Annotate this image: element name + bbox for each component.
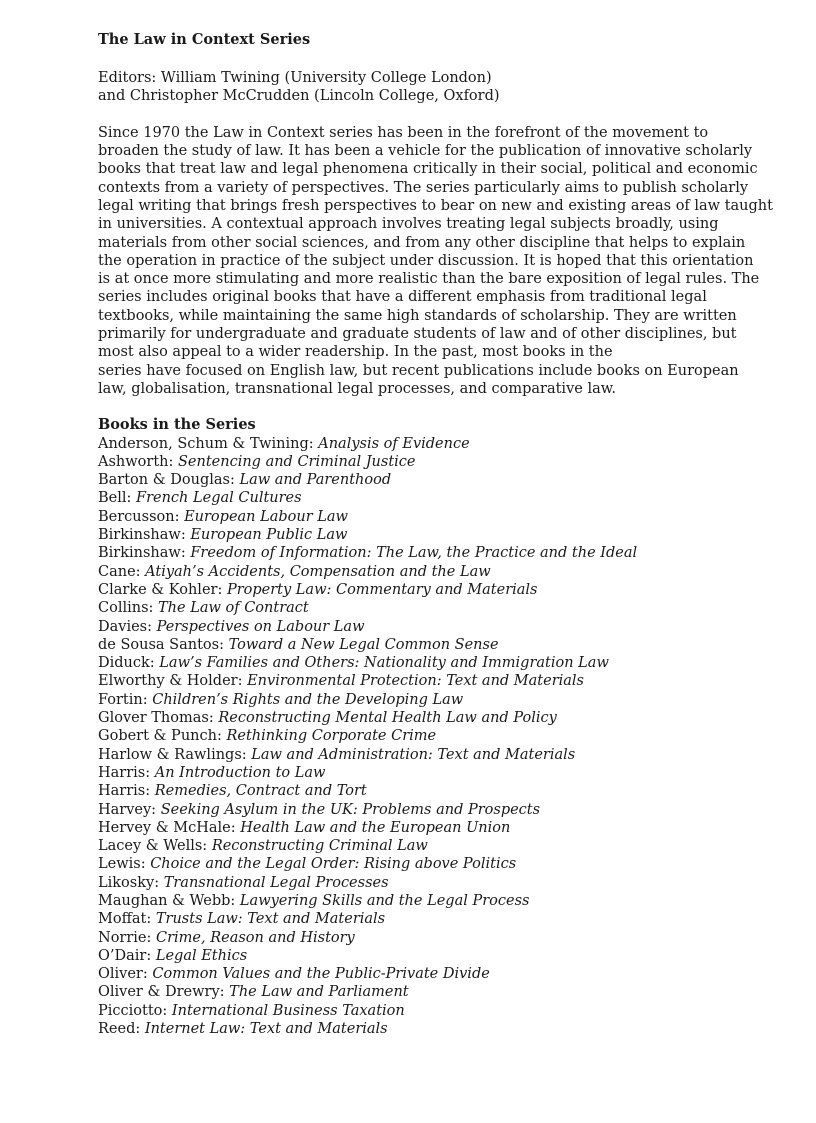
book-author: Collins:: [98, 600, 159, 617]
book-title: Property Law: Commentary and Materials: [226, 581, 538, 598]
book-entry: [98, 581, 758, 599]
book-author: Diduck:: [98, 655, 160, 672]
book-title: International Business Taxation: [171, 1002, 405, 1019]
book-entry: [98, 1002, 758, 1020]
description-line: the operation in practice of the subject under discussion. It is hoped that this orientation: [98, 252, 754, 269]
books-list: [98, 435, 758, 1039]
book-title: Law and Parenthood: [239, 472, 392, 489]
book-title: Law and Administration: Text and Materials: [251, 746, 576, 763]
book-title: Lawyering Skills and the Legal Process: [239, 892, 530, 909]
description-line: is at once more stimulating and more realistic than the bare exposition of legal rules. The: [98, 271, 760, 288]
book-author: de Sousa Santos:: [98, 636, 229, 653]
book-entry: [98, 691, 758, 709]
description-line: series includes original books that have a different emphasis from traditional legal: [98, 289, 707, 306]
book-title: The Law and Parliament: [229, 984, 409, 1001]
book-entry: [98, 654, 758, 672]
book-title: Common Values and the Public-Private Divide: [152, 966, 490, 983]
book-author: Harris:: [98, 764, 155, 781]
book-entry: [98, 636, 758, 654]
book-title: Choice and the Legal Order: Rising above Politics: [150, 856, 517, 873]
book-title: Seeking Asylum in the UK: Problems and Prospects: [160, 801, 541, 818]
book-title: Atiyah’s Accidents, Compensation and the Law: [145, 563, 491, 580]
book-title: European Labour Law: [184, 508, 348, 525]
book-title: Internet Law: Text and Materials: [144, 1021, 388, 1038]
book-title: Toward a New Legal Common Sense: [228, 636, 499, 653]
book-author: Reed:: [98, 1021, 145, 1038]
book-entry: [98, 855, 758, 873]
book-author: O’Dair:: [98, 947, 156, 964]
book-author: Oliver:: [98, 966, 153, 983]
book-author: Harvey:: [98, 801, 161, 818]
book-entry: [98, 618, 758, 636]
book-entry: [98, 727, 758, 745]
book-entry: [98, 910, 758, 928]
editors-line: and Christopher McCrudden (Lincoln College, Oxford): [98, 88, 500, 105]
book-author: Moffat:: [98, 911, 156, 928]
book-entry: [98, 782, 758, 800]
book-entry: [98, 1020, 758, 1038]
description-line: materials from other social sciences, and from any other discipline that helps to explain: [98, 234, 746, 251]
book-title: Crime, Reason and History: [156, 929, 355, 946]
book-entry: [98, 801, 758, 819]
book-title: Law’s Families and Others: Nationality and Immigration Law: [159, 655, 609, 672]
book-title: Legal Ethics: [155, 947, 248, 964]
book-entry: [98, 837, 758, 855]
book-author: Fortin:: [98, 691, 153, 708]
book-title: Freedom of Information: The Law, the Practice and the Ideal: [190, 545, 638, 562]
book-entry: [98, 874, 758, 892]
book-title: Trusts Law: Text and Materials: [155, 911, 386, 928]
book-title: French Legal Cultures: [136, 490, 302, 507]
description-line: primarily for undergraduate and graduate students of law and of other disciplines, but: [98, 326, 737, 343]
book-title: The Law of Contract: [158, 600, 309, 617]
books-heading: Books in the Series: [98, 416, 256, 434]
book-entry: [98, 508, 758, 526]
book-entry: [98, 471, 758, 489]
book-author: Barton & Douglas:: [98, 472, 240, 489]
book-title: An Introduction to Law: [154, 764, 326, 781]
book-author: Bell:: [98, 490, 137, 507]
book-title: Environmental Protection: Text and Materials: [247, 673, 584, 690]
description-line: broaden the study of law. It has been a vehicle for the publication of innovative scholarly: [98, 143, 753, 160]
book-author: Picciotto:: [98, 1002, 172, 1019]
book-entry: [98, 599, 758, 617]
document-page: [98, 30, 773, 1038]
book-author: Maughan & Webb:: [98, 892, 240, 909]
book-entry: [98, 672, 758, 690]
description-line: most also appeal to a wider readership. In the past, most books in the: [98, 344, 613, 361]
description-line: in universities. A contextual approach involves treating legal subjects broadly, using: [98, 216, 719, 233]
book-author: Cane:: [98, 563, 146, 580]
description-line: books that treat law and legal phenomena critically in their social, political and economic: [98, 161, 758, 178]
book-entry: [98, 563, 758, 581]
description-line: Since 1970 the Law in Context series has been in the forefront of the movement to: [98, 124, 709, 141]
book-entry: [98, 526, 758, 544]
book-author: Bercusson:: [98, 508, 185, 525]
book-author: Glover Thomas:: [98, 710, 219, 727]
book-entry: [98, 435, 758, 453]
book-author: Lacey & Wells:: [98, 838, 212, 855]
book-title: Rethinking Corporate Crime: [226, 728, 437, 745]
description-line: legal writing that brings fresh perspectives to bear on new and existing areas of law taught: [98, 198, 773, 214]
book-author: Anderson, Schum & Twining:: [98, 435, 319, 452]
book-author: Oliver & Drewry:: [98, 984, 230, 1001]
book-entry: [98, 489, 758, 507]
book-author: Hervey & McHale:: [98, 819, 241, 836]
book-author: Harris:: [98, 783, 155, 800]
book-entry: [98, 453, 758, 471]
book-entry: [98, 983, 758, 1001]
book-author: Clarke & Kohler:: [98, 581, 227, 598]
book-entry: [98, 544, 758, 562]
book-author: Likosky:: [98, 874, 164, 891]
book-title: Health Law and the European Union: [240, 819, 511, 836]
book-entry: [98, 929, 758, 947]
description-line: textbooks, while maintaining the same high standards of scholarship. They are written: [98, 307, 737, 324]
book-author: Elworthy & Holder:: [98, 673, 248, 690]
book-author: Gobert & Punch:: [98, 728, 227, 745]
series-description: [98, 124, 773, 398]
book-title: Transnational Legal Processes: [163, 874, 389, 891]
book-entry: [98, 892, 758, 910]
book-title: Sentencing and Criminal Justice: [177, 453, 416, 470]
book-title: Reconstructing Criminal Law: [211, 838, 428, 855]
book-title: Children’s Rights and the Developing Law: [152, 691, 464, 708]
book-entry: [98, 746, 758, 764]
book-author: Harlow & Rawlings:: [98, 746, 252, 763]
book-entry: [98, 819, 758, 837]
book-author: Norrie:: [98, 929, 156, 946]
book-title: Analysis of Evidence: [318, 435, 470, 452]
book-entry: [98, 947, 758, 965]
book-author: Lewis:: [98, 856, 151, 873]
book-title: European Public Law: [190, 527, 348, 544]
page-title: The Law in Context Series: [98, 31, 311, 48]
book-author: Ashworth:: [98, 453, 178, 470]
book-author: Davies:: [98, 618, 157, 635]
editors-block: [98, 69, 758, 106]
description-line: contexts from a variety of perspectives. The series particularly aims to publish scholarly: [98, 179, 749, 196]
editors-line: Editors: William Twining (University College London): [98, 70, 492, 86]
book-title: Reconstructing Mental Health Law and Policy: [218, 710, 557, 727]
book-author: Birkinshaw:: [98, 527, 191, 544]
description-line: series have focused on English law, but recent publications include books on European: [98, 362, 739, 379]
description-line: law, globalisation, transnational legal processes, and comparative law.: [98, 380, 617, 397]
book-author: Birkinshaw:: [98, 545, 191, 562]
book-entry: [98, 764, 758, 782]
book-title: Perspectives on Labour Law: [156, 618, 365, 635]
book-title: Remedies, Contract and Tort: [154, 783, 367, 800]
book-entry: [98, 965, 758, 983]
book-entry: [98, 709, 758, 727]
